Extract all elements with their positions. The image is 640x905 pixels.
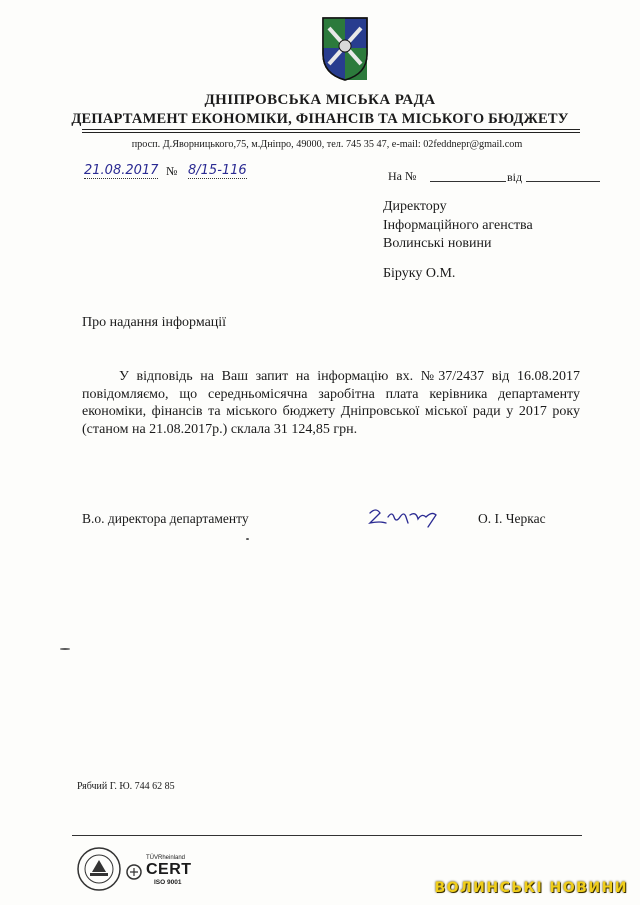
header-rule-thin xyxy=(82,132,580,133)
scan-speck xyxy=(60,648,70,650)
iso-label: ISO 9001 xyxy=(154,879,182,886)
incoming-from-label: від xyxy=(507,170,523,184)
header-rule xyxy=(82,129,580,130)
org-name: ДНІПРОВСЬКА МІСЬКА РАДА xyxy=(204,92,436,108)
recipient-name: Біруку О.М. xyxy=(383,266,456,281)
outgoing-number-label: № xyxy=(166,164,178,178)
news-watermark: ВОЛИНСЬКІ НОВИНИ xyxy=(434,880,628,896)
footer-rule xyxy=(72,835,582,836)
incoming-date-blank xyxy=(526,181,600,182)
incoming-number-blank xyxy=(430,181,506,182)
incoming-number-label: На № xyxy=(388,169,417,183)
address-line: просп. Д.Яворницького,75, м.Дніпро, 49000, тел. 745 35 47, e-mail: 02feddnepr@gmail.com xyxy=(131,139,523,150)
scan-speck xyxy=(246,538,249,540)
addressee-line: Інформаційного агенства xyxy=(383,217,533,233)
addressee-block xyxy=(383,198,533,254)
cert-label: CERT xyxy=(146,861,192,878)
addressee-line: Директору xyxy=(383,199,447,214)
tuv-logo-icon xyxy=(126,864,142,880)
city-emblem-icon xyxy=(319,14,371,82)
outgoing-number: 8/15-116 xyxy=(188,163,247,178)
letter-body: У відповідь на Ваш запит на інформацію вх. №37/2437 від 16.08.2017 повідомляємо, що середньомісячна заробітна плата керівника департаменту економіки, фінансів та міського бюджету Дніпровської міської ради у 2017 року (станом на 21.08.2017р.) склала 31 124,85 грн. xyxy=(82,369,580,437)
department-name: ДЕПАРТАМЕНТ ЕКОНОМІКИ, ФІНАНСІВ ТА МІСЬКОГО БЮДЖЕТУ xyxy=(71,111,569,127)
signer-position: В.о. директора департаменту xyxy=(82,511,249,526)
contact-line: Рябчий Г. Ю. 744 62 85 xyxy=(77,781,175,792)
handwritten-signature-icon xyxy=(366,503,446,531)
outgoing-date: 21.08.2017 xyxy=(84,163,159,178)
addressee-line: Волинські новини xyxy=(383,236,492,251)
signer-name: О. І. Черкас xyxy=(478,511,546,526)
letter-subject: Про надання інформації xyxy=(82,315,227,330)
tuv-label: TÜVRheinland xyxy=(146,855,186,861)
